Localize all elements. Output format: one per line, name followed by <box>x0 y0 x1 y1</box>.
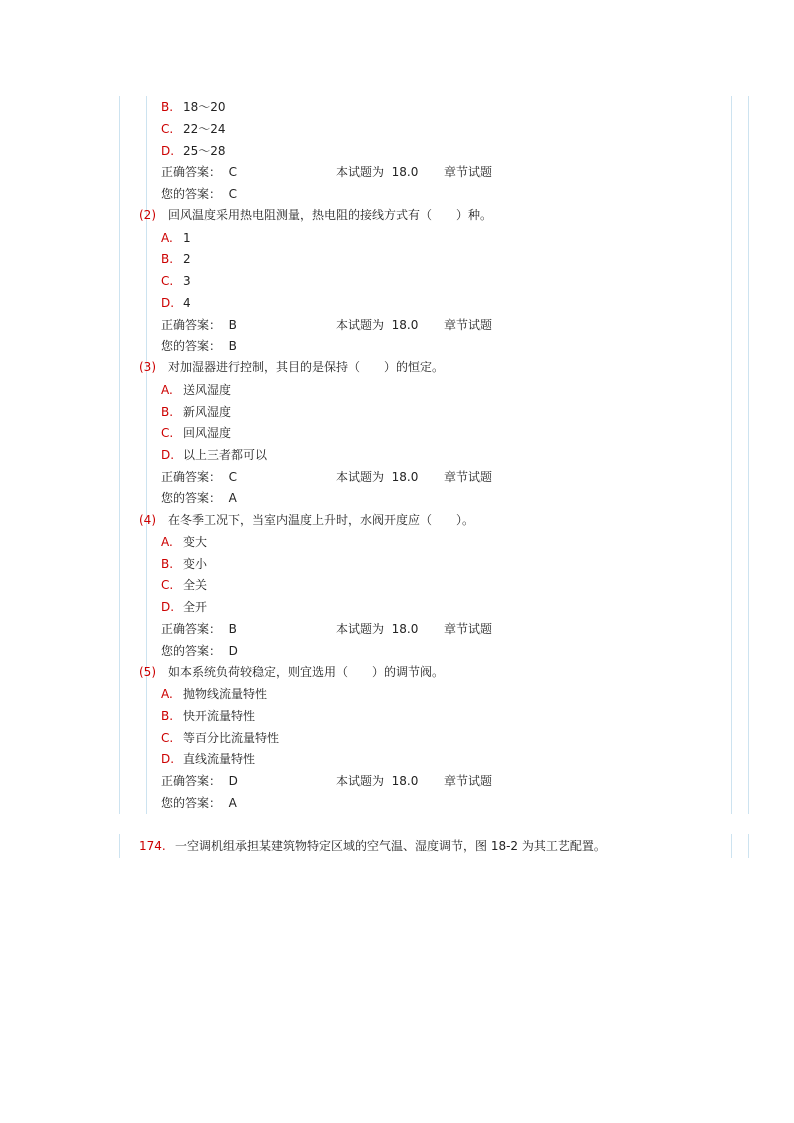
option-text: 以上三者都可以 <box>183 448 268 462</box>
option-text: 4 <box>183 296 191 310</box>
question-174-title <box>139 839 606 853</box>
chapter-label: 章节试题 <box>444 318 493 332</box>
option-letter: A. <box>161 231 173 245</box>
option-text: 3 <box>183 274 191 288</box>
option-row <box>161 122 226 136</box>
option-text: 送风湿度 <box>183 383 232 397</box>
chapter-label: 章节试题 <box>444 774 493 788</box>
option-letter: C. <box>161 578 174 592</box>
option-letter: D. <box>161 600 175 614</box>
chapter-label: 章节试题 <box>444 622 493 636</box>
option-letter: D. <box>161 448 175 462</box>
option-row <box>161 731 279 745</box>
your-answer-row <box>161 796 237 810</box>
question-text: 回风温度采用热电阻测量，热电阻的接线方式有（ ）种。 <box>168 208 493 222</box>
option-text: 25～28 <box>183 144 226 158</box>
frame-outer-right-border-174 <box>748 834 749 858</box>
frame-left-border <box>119 96 120 814</box>
option-text: 1 <box>183 231 191 245</box>
option-letter: B. <box>161 405 174 419</box>
option-text: 直线流量特性 <box>183 752 256 766</box>
correct-answer-label: 正确答案： <box>161 165 222 179</box>
option-row <box>161 600 207 614</box>
question-title <box>139 208 492 222</box>
option-row <box>161 296 191 310</box>
option-row <box>161 231 191 245</box>
option-row <box>161 383 231 397</box>
option-text: 回风湿度 <box>183 426 232 440</box>
question-text: 在冬季工况下，当室内温度上升时，水阀开度应（ ）。 <box>168 513 475 527</box>
option-row <box>161 426 231 440</box>
score-value: 18.0 <box>391 318 419 332</box>
option-text: 全关 <box>183 578 208 592</box>
option-text: 等百分比流量特性 <box>183 731 280 745</box>
correct-answer-value: C <box>228 165 238 179</box>
correct-answer-value: C <box>228 470 238 484</box>
question-number: (2) <box>139 208 156 222</box>
question-number: (4) <box>139 513 156 527</box>
frame-inner-left-border <box>146 96 147 814</box>
option-row <box>161 687 267 701</box>
score-label: 本试题为 <box>336 165 385 179</box>
your-answer-label: 您的答案： <box>161 644 222 658</box>
score-label: 本试题为 <box>336 318 385 332</box>
correct-answer-row <box>161 774 492 788</box>
score-value: 18.0 <box>391 470 419 484</box>
correct-answer-label: 正确答案： <box>161 774 222 788</box>
option-row <box>161 557 207 571</box>
correct-answer-value: B <box>228 318 237 332</box>
question-number: (5) <box>139 665 156 679</box>
your-answer-label: 您的答案： <box>161 187 222 201</box>
correct-answer-label: 正确答案： <box>161 622 222 636</box>
option-row <box>161 578 207 592</box>
option-row <box>161 752 255 766</box>
question-text: 如本系统负荷较稳定，则宜选用（ ）的调节阀。 <box>168 665 445 679</box>
your-answer-label: 您的答案： <box>161 796 222 810</box>
score-label: 本试题为 <box>336 470 385 484</box>
option-row <box>161 535 207 549</box>
option-text: 18～20 <box>183 100 226 114</box>
your-answer-row <box>161 339 237 353</box>
your-answer-value: A <box>228 796 237 810</box>
question-number: (3) <box>139 360 156 374</box>
option-text: 全开 <box>183 600 208 614</box>
option-text: 变小 <box>183 557 208 571</box>
option-letter: A. <box>161 535 173 549</box>
your-answer-value: B <box>228 339 237 353</box>
correct-answer-label: 正确答案： <box>161 470 222 484</box>
your-answer-row <box>161 187 237 201</box>
option-row <box>161 448 267 462</box>
your-answer-value: A <box>228 491 237 505</box>
question-number: 174. <box>139 839 166 853</box>
chapter-label: 章节试题 <box>444 470 493 484</box>
question-text: 一空调机组承担某建筑物特定区域的空气温、湿度调节，图 18-2 为其工艺配置。 <box>175 839 606 853</box>
score-label: 本试题为 <box>336 774 385 788</box>
your-answer-label: 您的答案： <box>161 339 222 353</box>
option-letter: A. <box>161 383 173 397</box>
correct-answer-row <box>161 622 492 636</box>
option-letter: B. <box>161 252 174 266</box>
option-text: 22～24 <box>183 122 226 136</box>
option-letter: B. <box>161 100 174 114</box>
option-letter: D. <box>161 144 175 158</box>
your-answer-row <box>161 491 237 505</box>
score-value: 18.0 <box>391 622 419 636</box>
option-letter: A. <box>161 687 173 701</box>
option-letter: D. <box>161 752 175 766</box>
option-letter: B. <box>161 709 174 723</box>
question-title <box>139 513 474 527</box>
option-text: 2 <box>183 252 191 266</box>
correct-answer-label: 正确答案： <box>161 318 222 332</box>
frame-left-border-174 <box>119 834 120 858</box>
score-value: 18.0 <box>391 774 419 788</box>
your-answer-row <box>161 644 238 658</box>
score-value: 18.0 <box>391 165 419 179</box>
frame-outer-right-border <box>748 96 749 814</box>
option-row <box>161 100 226 114</box>
your-answer-label: 您的答案： <box>161 491 222 505</box>
your-answer-value: D <box>228 644 238 658</box>
option-letter: C. <box>161 426 174 440</box>
score-label: 本试题为 <box>336 622 385 636</box>
option-row <box>161 405 231 419</box>
option-letter: D. <box>161 296 175 310</box>
correct-answer-row <box>161 318 492 332</box>
correct-answer-row <box>161 165 492 179</box>
option-row <box>161 252 191 266</box>
option-row <box>161 709 255 723</box>
option-letter: B. <box>161 557 174 571</box>
frame-right-border <box>731 96 732 814</box>
question-title <box>139 665 444 679</box>
option-text: 抛物线流量特性 <box>183 687 268 701</box>
question-title <box>139 360 444 374</box>
option-letter: C. <box>161 731 174 745</box>
question-text: 对加湿器进行控制，其目的是保持（ ）的恒定。 <box>168 360 445 374</box>
option-text: 变大 <box>183 535 208 549</box>
your-answer-value: C <box>228 187 238 201</box>
chapter-label: 章节试题 <box>444 165 493 179</box>
option-row <box>161 274 191 288</box>
option-text: 新风湿度 <box>183 405 232 419</box>
correct-answer-row <box>161 470 492 484</box>
option-row <box>161 144 226 158</box>
correct-answer-value: D <box>228 774 238 788</box>
frame-right-border-174 <box>731 834 732 858</box>
option-letter: C. <box>161 122 174 136</box>
option-text: 快开流量特性 <box>183 709 256 723</box>
correct-answer-value: B <box>228 622 237 636</box>
option-letter: C. <box>161 274 174 288</box>
